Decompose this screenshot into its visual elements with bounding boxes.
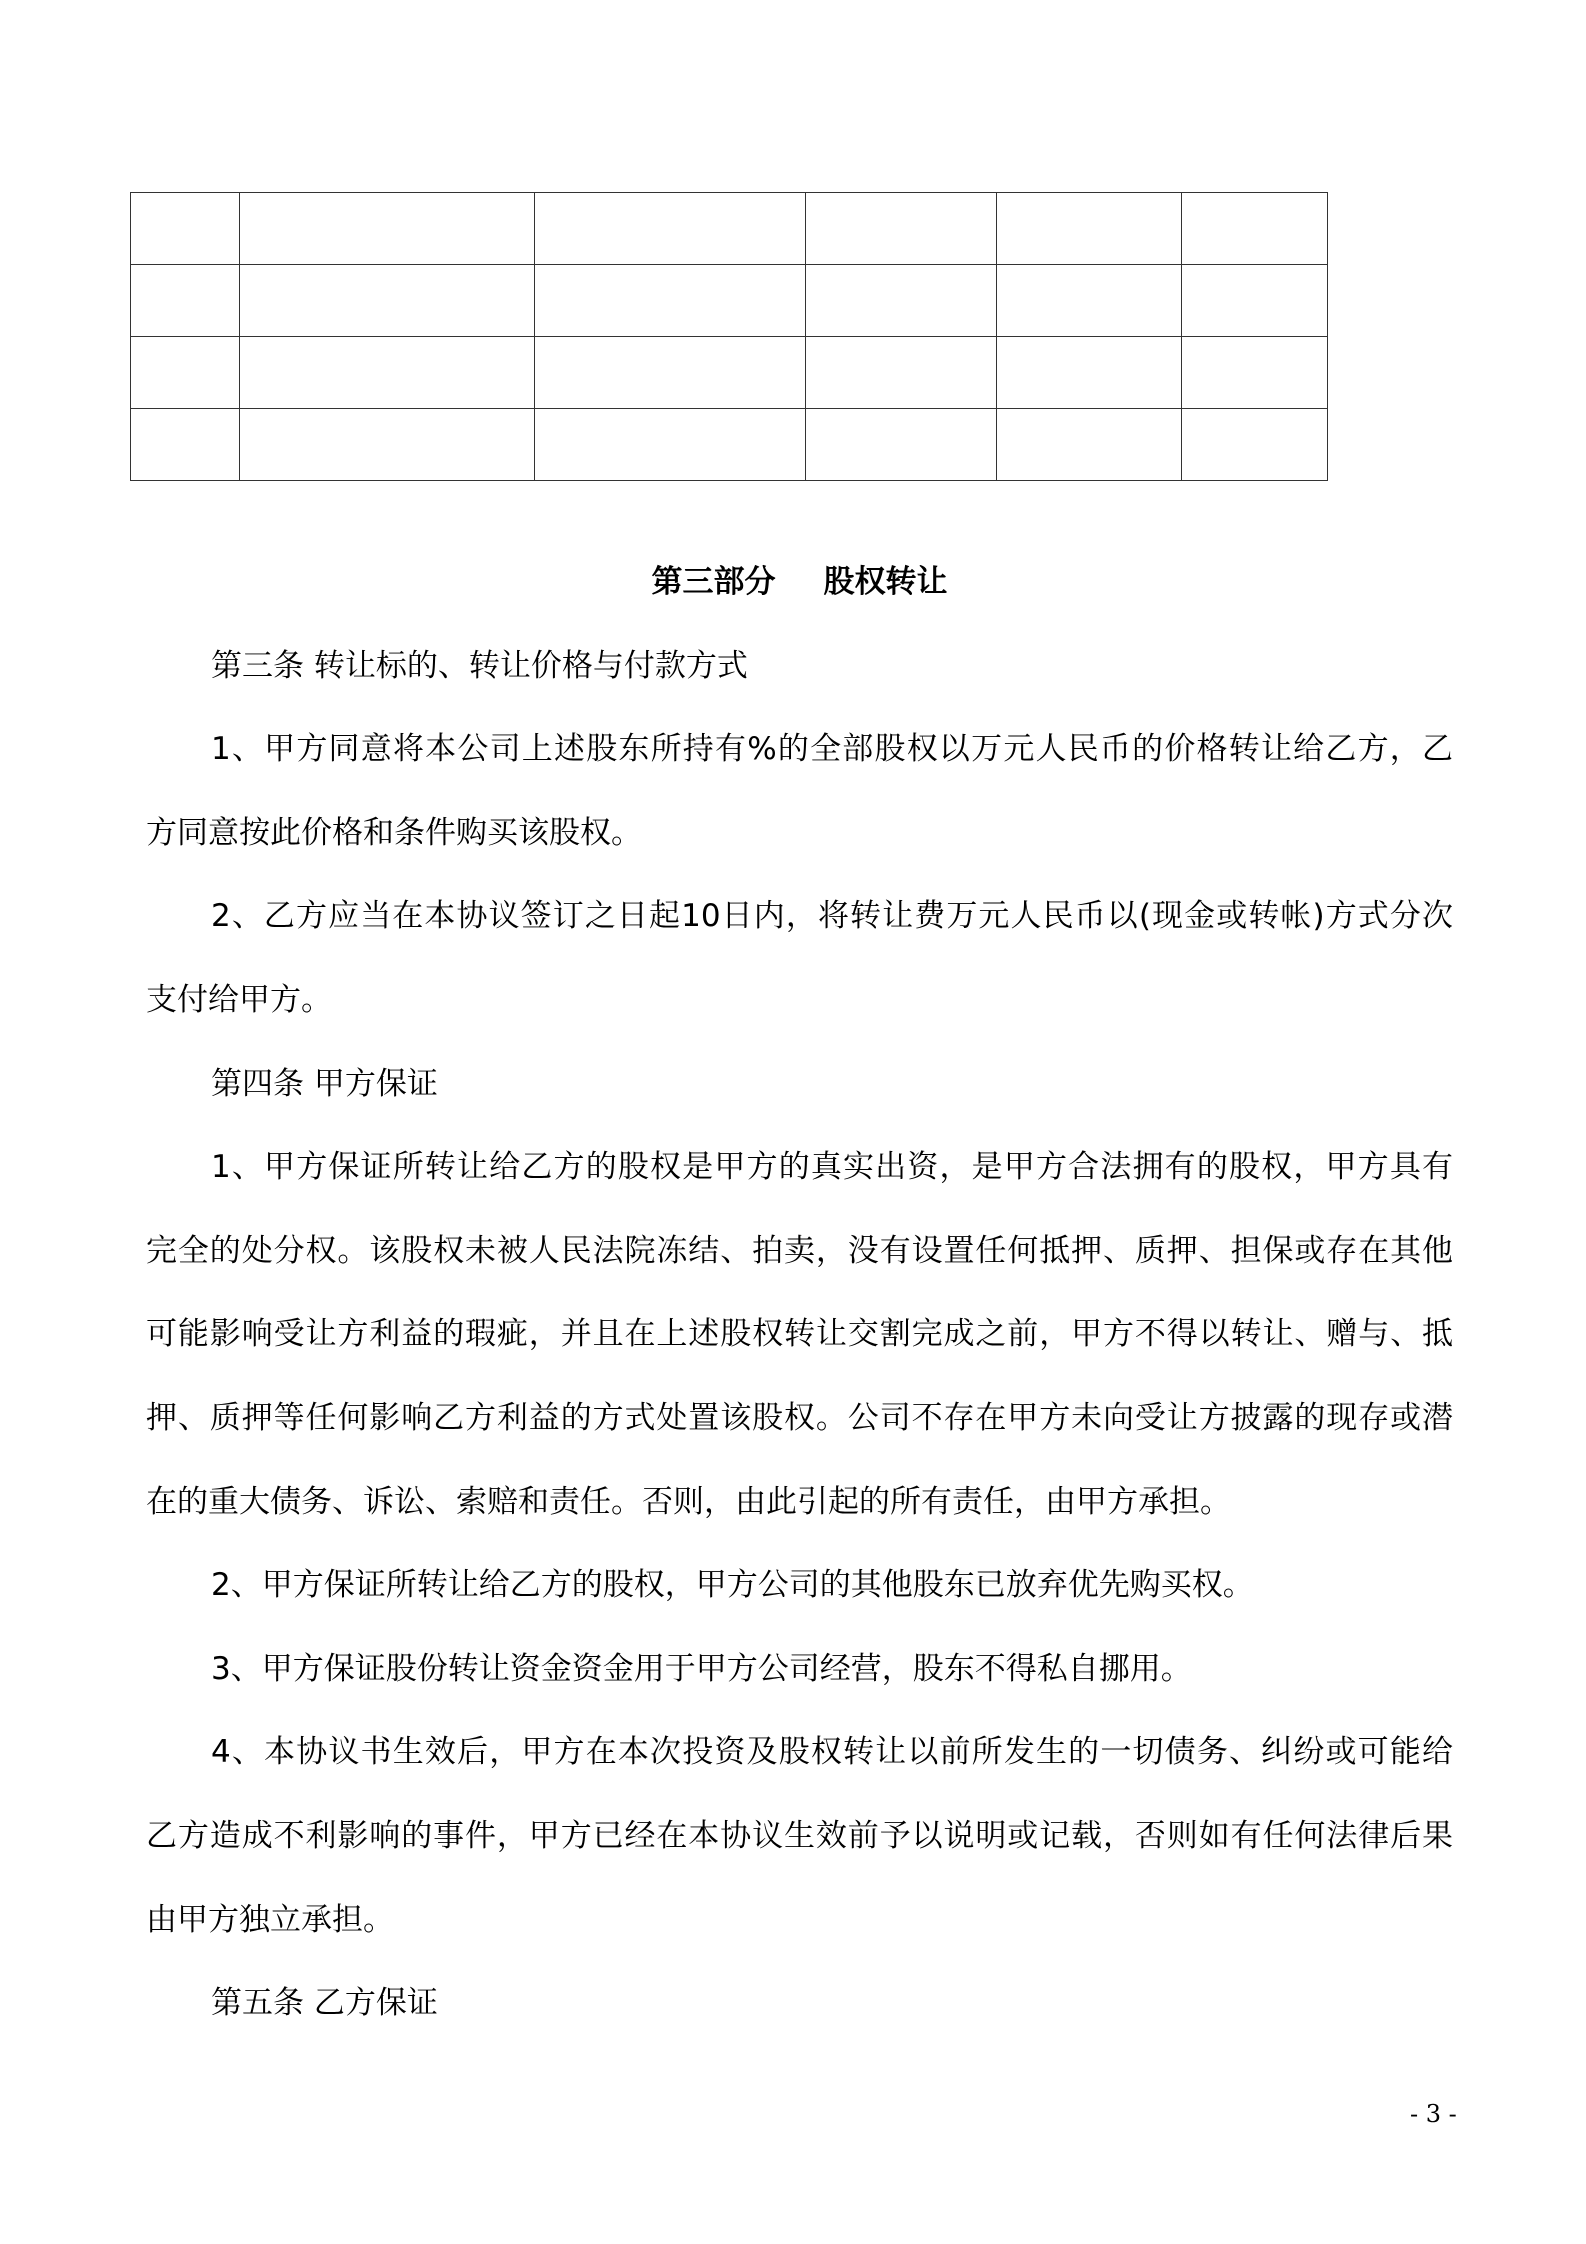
text-line: 可能影响受让方利益的瑕疵，并且在上述股权转让交割完成之前，甲方不得以转让、赠与、抵 [146, 1316, 1453, 1353]
table-cell [131, 337, 240, 409]
table-cell [535, 409, 806, 481]
paragraph [146, 708, 1453, 875]
text-line: 由甲方独立承担。 [146, 1901, 394, 1938]
paragraph [146, 625, 1453, 709]
text-line: 押、质押等任何影响乙方利益的方式处置该股权。公司不存在甲方未向受让方披露的现存或潜 [146, 1399, 1453, 1436]
heading-part: 第三部分 [651, 564, 776, 600]
page-number: - 3 - [1410, 2100, 1457, 2128]
table-cell [131, 409, 240, 481]
text-line: 第四条 甲方保证 [211, 1065, 438, 1102]
table-cell [806, 409, 997, 481]
table-cell [1182, 193, 1328, 265]
table-row [131, 409, 1328, 481]
text-line: 第五条 乙方保证 [211, 1985, 438, 2022]
table-cell [806, 265, 997, 337]
table-cell [997, 265, 1182, 337]
table-cell [1182, 337, 1328, 409]
text-line: 1、甲方保证所转让给乙方的股权是甲方的真实出资，是甲方合法拥有的股权，甲方具有 [211, 1149, 1453, 1186]
table-cell [535, 265, 806, 337]
text-line: 方同意按此价格和条件购买该股权。 [146, 814, 642, 851]
text-line: 1、甲方同意将本公司上述股东所持有%的全部股权以万元人民币的价格转让给乙方，乙 [211, 731, 1453, 768]
table-cell [240, 409, 535, 481]
table-cell [1182, 409, 1328, 481]
table-row [131, 337, 1328, 409]
text-line: 3、甲方保证股份转让资金资金用于甲方公司经营，股东不得私自挪用。 [211, 1650, 1192, 1687]
table-cell [997, 337, 1182, 409]
paragraph [146, 1711, 1453, 1962]
table-cell [131, 193, 240, 265]
paragraph [146, 1628, 1453, 1712]
table-cell [535, 337, 806, 409]
table-cell [997, 193, 1182, 265]
text-line: 乙方造成不利影响的事件，甲方已经在本协议生效前予以说明或记载，否则如有任何法律后果 [146, 1817, 1453, 1854]
paragraph [146, 1544, 1453, 1628]
table-cell [806, 193, 997, 265]
text-line: 完全的处分权。该股权未被人民法院冻结、拍卖，没有设置任何抵押、质押、担保或存在其他 [146, 1232, 1453, 1269]
blank-table [130, 192, 1328, 481]
paragraph [146, 1126, 1453, 1544]
table-cell [997, 409, 1182, 481]
table-row [131, 193, 1328, 265]
heading-title: 股权转让 [823, 564, 948, 600]
table-cell [240, 193, 535, 265]
paragraph [146, 1962, 1453, 2046]
section-heading [146, 541, 1453, 625]
paragraph [146, 875, 1453, 1042]
table-cell [806, 337, 997, 409]
table-row [131, 265, 1328, 337]
paragraph [146, 1043, 1453, 1127]
table-cell [131, 265, 240, 337]
text-line: 在的重大债务、诉讼、索赔和责任。否则，由此引起的所有责任，由甲方承担。 [146, 1483, 1231, 1520]
table-cell [240, 337, 535, 409]
text-line: 4、本协议书生效后，甲方在本次投资及股权转让以前所发生的一切债务、纠纷或可能给 [211, 1734, 1453, 1771]
document-body [146, 541, 1453, 2046]
text-line: 支付给甲方。 [146, 981, 332, 1018]
table-cell [240, 265, 535, 337]
text-line: 2、甲方保证所转让给乙方的股权，甲方公司的其他股东已放弃优先购买权。 [211, 1567, 1254, 1604]
text-line: 2、乙方应当在本协议签订之日起10日内，将转让费万元人民币以(现金或转帐)方式分次 [211, 898, 1453, 935]
table-cell [535, 193, 806, 265]
text-line: 第三条 转让标的、转让价格与付款方式 [211, 647, 748, 684]
table-cell [1182, 265, 1328, 337]
